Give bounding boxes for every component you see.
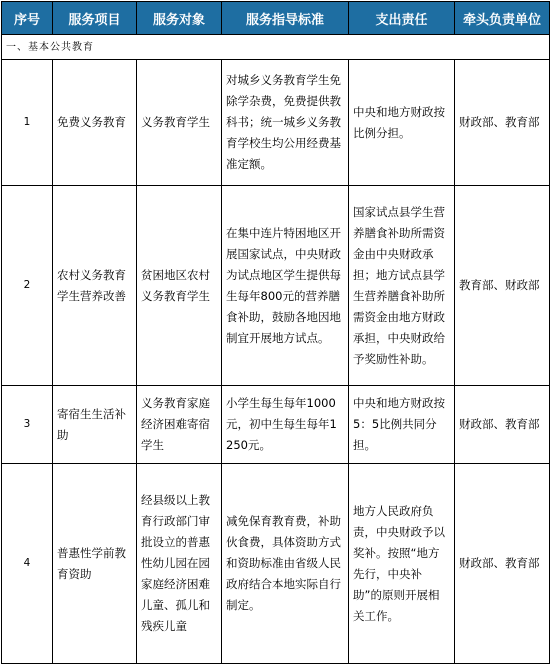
header-expense-responsibility: 支出责任 — [349, 2, 455, 35]
header-service-standard: 服务指导标准 — [222, 2, 349, 35]
header-row — [2, 2, 550, 35]
service-target-cell: 经县级以上教育行政部门审批设立的普惠性幼儿园在园家庭经济困难儿童、孤儿和残疾儿童 — [137, 464, 222, 664]
lead-department-cell: 财政部、教育部 — [455, 60, 550, 186]
row-number: 1 — [2, 60, 53, 186]
section-title: 一、基本公共教育 — [2, 35, 550, 60]
expense-responsibility-cell: 地方人民政府负责，中央财政予以奖补。按照“地方先行，中央补助”的原则开展相关工作。 — [349, 464, 455, 664]
service-item-cell: 农村义务教育学生营养改善 — [53, 186, 137, 386]
service-item-cell: 寄宿生生活补助 — [53, 386, 137, 464]
service-target-cell: 义务教育学生 — [137, 60, 222, 186]
expense-responsibility-cell: 国家试点县学生营养膳食补助所需资金由中央财政承担；地方试点县学生营养膳食补助所需资金由地方财政承担，中央财政给予奖励性补助。 — [349, 186, 455, 386]
table-row — [2, 464, 550, 664]
lead-department-cell: 财政部、教育部 — [455, 386, 550, 464]
row-number: 2 — [2, 186, 53, 386]
expense-responsibility-cell: 中央和地方财政按5：5比例共同分担。 — [349, 386, 455, 464]
service-standard-cell: 减免保育教育费，补助伙食费，具体资助方式和资助标准由省级人民政府结合本地实际自行制定。 — [222, 464, 349, 664]
lead-department-cell: 教育部、财政部 — [455, 186, 550, 386]
service-target-cell: 义务教育家庭经济困难寄宿学生 — [137, 386, 222, 464]
table-row — [2, 60, 550, 186]
header-service-target: 服务对象 — [137, 2, 222, 35]
header-service-item: 服务项目 — [53, 2, 137, 35]
section-row — [2, 35, 550, 60]
table-row — [2, 386, 550, 464]
service-standard-cell: 对城乡义务教育学生免除学杂费，免费提供教科书；统一城乡义务教育学校生均公用经费基准定额。 — [222, 60, 349, 186]
row-number: 3 — [2, 386, 53, 464]
row-number: 4 — [2, 464, 53, 664]
service-standard-cell: 在集中连片特困地区开展国家试点，中央财政为试点地区学生提供每生每年800元的营养膳食补助，鼓励各地因地制宜开展地方试点。 — [222, 186, 349, 386]
header-lead-department: 牵头负责单位 — [455, 2, 550, 35]
expense-responsibility-cell: 中央和地方财政按比例分担。 — [349, 60, 455, 186]
service-item-cell: 免费义务教育 — [53, 60, 137, 186]
lead-department-cell: 财政部、教育部 — [455, 464, 550, 664]
service-item-cell: 普惠性学前教育资助 — [53, 464, 137, 664]
header-number: 序号 — [2, 2, 53, 35]
service-standard-cell: 小学生每生每年1000元，初中生每生每年1250元。 — [222, 386, 349, 464]
service-standards-table — [1, 1, 550, 664]
service-target-cell: 贫困地区农村义务教育学生 — [137, 186, 222, 386]
table-row — [2, 186, 550, 386]
